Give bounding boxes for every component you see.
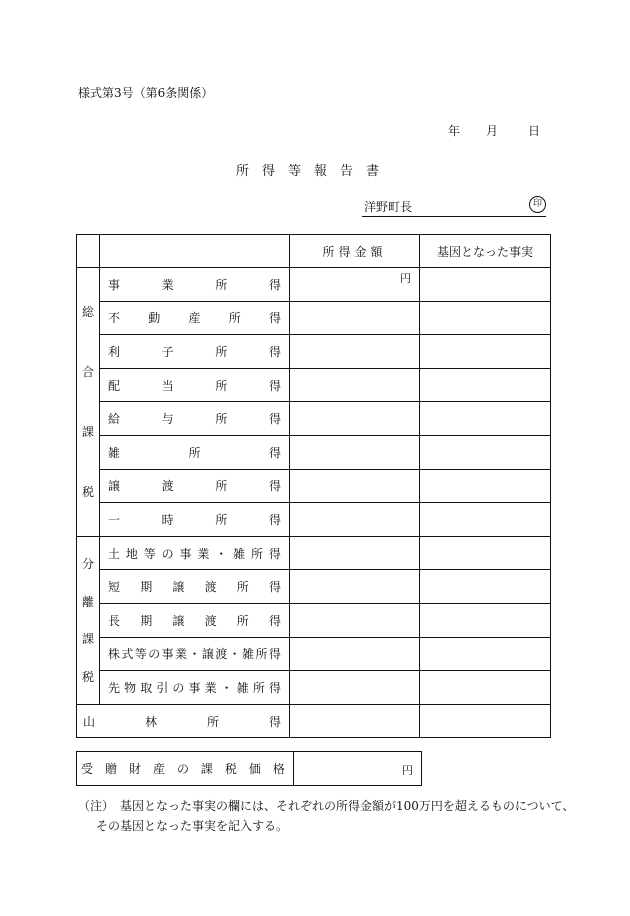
date-line <box>448 122 540 139</box>
note <box>78 796 578 836</box>
basis-cell[interactable] <box>420 268 551 302</box>
table-header-row <box>77 235 551 268</box>
date-day-label: 日 <box>528 124 541 138</box>
table-row <box>77 435 551 469</box>
amount-cell[interactable] <box>290 503 420 537</box>
group-label-cell <box>77 536 100 704</box>
form-number: 様式第3号（第6条関係） <box>78 86 214 100</box>
row-label: 給 与 所 得 <box>108 412 281 427</box>
row-label: 不 動 産 所 得 <box>108 311 281 326</box>
group-label-cell <box>77 268 100 537</box>
amount-cell[interactable] <box>290 469 420 503</box>
basis-cell[interactable] <box>420 368 551 402</box>
row-label: 株 式 等 の 事 業 ・ 譲 渡 ・ 雑 所 得 <box>108 647 281 662</box>
amount-cell[interactable] <box>290 671 420 705</box>
gift-amount-cell[interactable] <box>294 752 422 786</box>
amount-cell[interactable] <box>290 335 420 369</box>
gift-table <box>76 751 422 786</box>
basis-cell[interactable] <box>420 704 551 738</box>
table-row <box>77 469 551 503</box>
forest-label-cell <box>77 704 290 738</box>
note-line-1: （注） 基因となった事実の欄には、それぞれの所得金額が100万円を超えるものについて、 <box>78 799 575 813</box>
gift-label-cell <box>77 752 294 786</box>
amount-cell[interactable] <box>290 637 420 671</box>
basis-cell[interactable] <box>420 469 551 503</box>
amount-cell[interactable] <box>290 368 420 402</box>
recipient-line <box>362 198 546 217</box>
gift-label: 受 贈 財 産 の 課 税 価 格 <box>81 762 285 776</box>
group-label: 総 合 課 税 <box>81 305 94 500</box>
income-table <box>76 234 551 738</box>
header-amount: 所得金額 <box>290 235 420 268</box>
table-row <box>77 402 551 436</box>
basis-cell[interactable] <box>420 402 551 436</box>
basis-cell[interactable] <box>420 301 551 335</box>
table-row <box>77 368 551 402</box>
row-label-cell <box>100 503 290 537</box>
basis-cell[interactable] <box>420 335 551 369</box>
amount-cell[interactable] <box>290 402 420 436</box>
row-label-cell <box>100 435 290 469</box>
forest-label: 山 林 所 得 <box>83 714 281 729</box>
amount-cell[interactable] <box>290 435 420 469</box>
row-label: 事 業 所 得 <box>108 277 281 292</box>
recipient-name: 洋野町長 <box>364 200 413 214</box>
table-row <box>77 603 551 637</box>
row-label-cell <box>100 671 290 705</box>
header-blank-group <box>77 235 100 268</box>
header-blank-label <box>100 235 290 268</box>
amount-cell[interactable] <box>290 301 420 335</box>
table-row <box>77 671 551 705</box>
row-label: 譲 渡 所 得 <box>108 479 281 494</box>
note-line-2: その基因となった事実を記入する。 <box>96 819 289 833</box>
table-row <box>77 301 551 335</box>
row-label-cell <box>100 301 290 335</box>
row-label-cell <box>100 603 290 637</box>
basis-cell[interactable] <box>420 570 551 604</box>
basis-cell[interactable] <box>420 536 551 570</box>
row-label: 先 物 取 引 の 事 業 ・ 雑 所 得 <box>108 680 281 695</box>
table-row <box>77 268 551 302</box>
row-label: 土 地 等 の 事 業 ・ 雑 所 得 <box>108 546 281 561</box>
basis-cell[interactable] <box>420 637 551 671</box>
row-label-cell <box>100 335 290 369</box>
amount-cell[interactable] <box>290 603 420 637</box>
table-row <box>77 503 551 537</box>
amount-cell[interactable] <box>290 570 420 604</box>
amount-cell[interactable] <box>290 704 420 738</box>
group-label: 分 離 課 税 <box>81 557 94 684</box>
amount-cell[interactable] <box>290 268 420 302</box>
row-label: 雑 所 得 <box>108 445 281 460</box>
basis-cell[interactable] <box>420 435 551 469</box>
table-row-forest <box>77 704 551 738</box>
gift-yen-unit: 円 <box>402 764 413 777</box>
row-label-cell <box>100 402 290 436</box>
amount-cell[interactable] <box>290 536 420 570</box>
row-label-cell <box>100 268 290 302</box>
row-label: 一 時 所 得 <box>108 512 281 527</box>
table-row <box>77 637 551 671</box>
seal-mark: 印 <box>529 196 546 213</box>
table-row <box>77 570 551 604</box>
basis-cell[interactable] <box>420 603 551 637</box>
row-label-cell <box>100 570 290 604</box>
row-label: 利 子 所 得 <box>108 344 281 359</box>
basis-cell[interactable] <box>420 503 551 537</box>
row-label-cell <box>100 637 290 671</box>
date-month-label: 月 <box>486 124 499 138</box>
table-row <box>77 536 551 570</box>
header-basis: 基因となった事実 <box>420 235 551 268</box>
table-row <box>77 335 551 369</box>
gift-row <box>77 752 422 786</box>
row-label-cell <box>100 368 290 402</box>
row-label-cell <box>100 536 290 570</box>
yen-unit: 円 <box>400 272 411 285</box>
document-title: 所得等報告書 <box>236 164 393 179</box>
basis-cell[interactable] <box>420 671 551 705</box>
row-label: 配 当 所 得 <box>108 378 281 393</box>
date-year-label: 年 <box>448 124 461 138</box>
row-label-cell <box>100 469 290 503</box>
row-label: 短 期 譲 渡 所 得 <box>108 580 281 595</box>
row-label: 長 期 譲 渡 所 得 <box>108 613 281 628</box>
